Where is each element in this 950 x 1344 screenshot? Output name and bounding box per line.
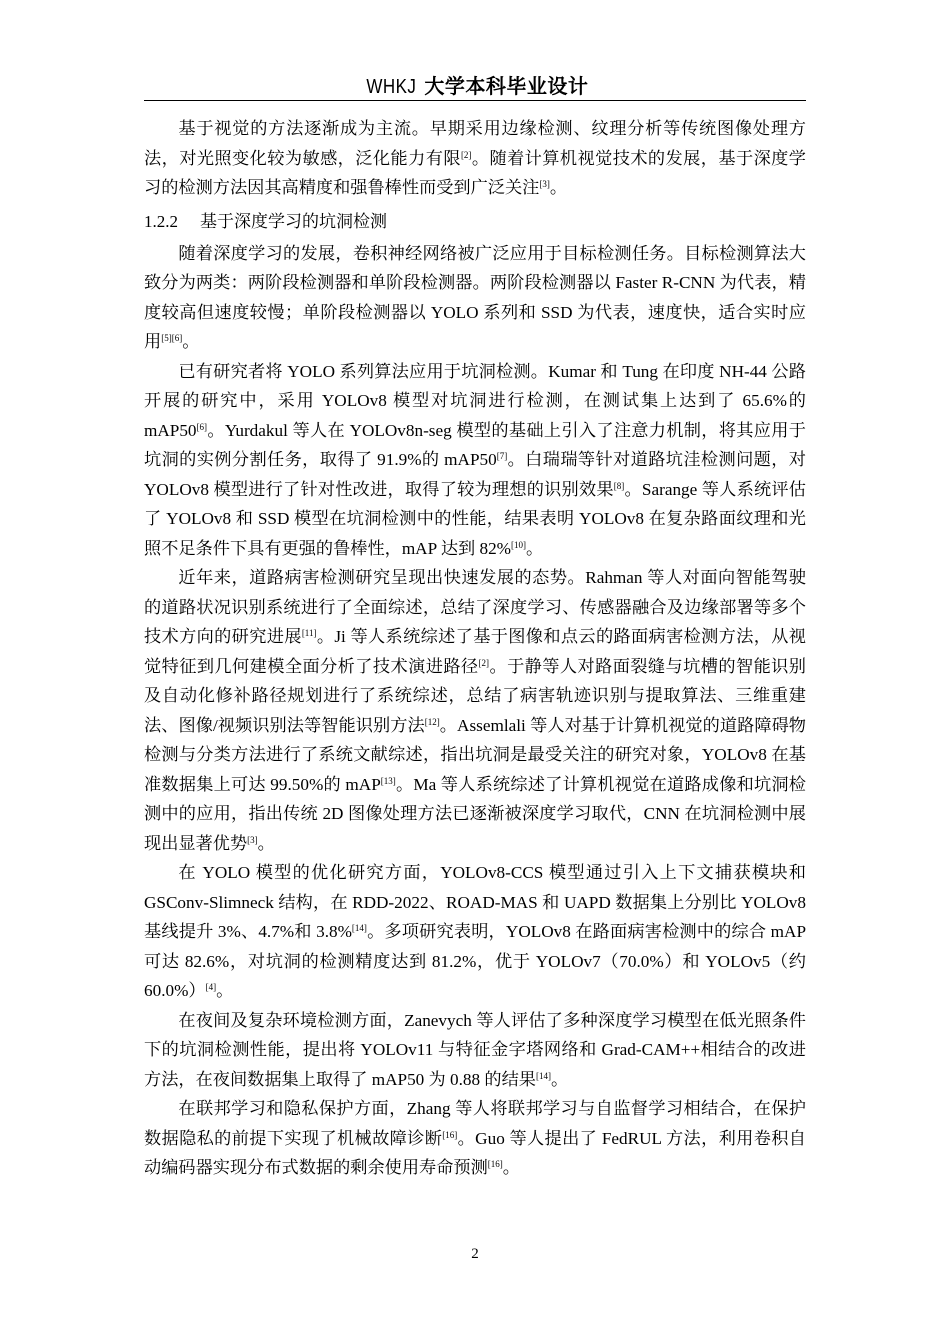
- text-run: 。Ma 等人系统综述了计算机视觉在道路成像和坑洞检测中的应用，指出传统 2D 图像处理方法已逐渐被深度学习取代，CNN 在坑洞检测中展现出显著优势: [144, 774, 806, 853]
- citation: [16]: [442, 1129, 458, 1140]
- citation: [3]: [539, 179, 550, 189]
- text-run: 基于视觉的方法逐渐成为主流。早期采用边缘检测、纹理分析等传统图像处理方法，对光照变化较为敏感，泛化能力有限: [144, 119, 806, 168]
- citation: [8]: [613, 480, 625, 491]
- text-run: 随着深度学习的发展，卷积神经网络被广泛应用于目标检测任务。目标检测算法大致分为两类：两阶段检测器和单阶段检测器。两阶段检测器以 Faster R-CNN 为代表，精度较高但速度较慢；单阶段检测器以 YOLO 系列和 SSD 为代表，速度快，适合实时应用: [144, 243, 806, 351]
- text-run: 。随着计算机视觉技术的发展，基于深度学习的检测方法因其高精度和强鲁棒性而受到广泛关注: [144, 148, 806, 197]
- header-rule: [144, 100, 806, 101]
- citation: [2]: [478, 657, 490, 668]
- citation: [5][6]: [161, 333, 183, 343]
- citation: [10]: [511, 539, 526, 550]
- text-run: 。Yurdakul 等人在 YOLOv8n-seg 模型的基础上引入了注意力机制，将其应用于坑洞的实例分割任务，取得了 91.9%的 mAP50: [144, 420, 806, 469]
- text-run: 。: [526, 538, 544, 558]
- paragraph-3: [144, 563, 806, 858]
- text-run: 已有研究者将 YOLO 系列算法应用于坑洞检测。Kumar 和 Tung 在印度 NH-44 公路开展的研究中，采用 YOLOv8 模型对坑洞进行检测，在测试集上达到了 65.6%的 mAP50: [144, 361, 806, 440]
- citation: [2]: [460, 149, 472, 160]
- text-run: 。多项研究表明，YOLOv8 在路面病害检测中的综合 mAP 可达 82.6%，对坑洞的检测精度达到 81.2%，优于 YOLOv7（70.0%）和 YOLOv5（约 60.0%）: [144, 922, 807, 1000]
- citation: [11]: [301, 628, 317, 638]
- text-run: 。: [182, 332, 200, 351]
- text-run: 。: [550, 1069, 569, 1089]
- text-run: 。于静等人对路面裂缝与坑槽的智能识别及自动化修补路径规划进行了系统综述，总结了病害轨迹识别与提取算法、三维重建法、图像/视频识别法等智能识别方法: [144, 656, 806, 735]
- citation: [3]: [247, 834, 258, 845]
- text-run: 。Ji 等人系统综述了基于图像和点云的路面病害检测方法，从视觉特征到几何建模全面分析了技术演进路径: [144, 627, 806, 676]
- section-heading: [144, 207, 806, 237]
- header-title: 大学本科毕业设计: [424, 74, 589, 98]
- citation: [7]: [496, 451, 508, 461]
- citation: [16]: [487, 1159, 503, 1169]
- text-run: 。Assemlali 等人对基于计算机视觉的道路障碍物检测与分类方法进行了系统文献综述，指出坑洞是最受关注的研究对象，YOLOv8 在基准数据集上可达 99.50%的 mAP: [144, 715, 806, 794]
- section-title: 基于深度学习的坑洞检测: [200, 211, 387, 232]
- citation: [6]: [196, 421, 208, 432]
- text-run: 。: [257, 833, 275, 853]
- citation: [13]: [380, 775, 396, 786]
- text-run: 。Sarange 等人系统评估了 YOLOv8 和 SSD 模型在坑洞检测中的性能，结果表明 YOLOv8 在复杂路面纹理和光照不足条件下具有更强的鲁棒性，mAP 达到 82%: [144, 479, 806, 558]
- text-run: 在夜间及复杂环境检测方面，Zanevych 等人评估了多种深度学习模型在低光照条件下的坑洞检测性能，提出将 YOLOv11 与特征金字塔网络和 Grad-CAM++相结合的改进方法，在夜间数据集上取得了 mAP50 为 0.88 的结果: [144, 1010, 806, 1089]
- text-run: 。白瑞瑞等针对道路坑洼检测问题，对 YOLOv8 模型进行了针对性改进，取得了较为理想的识别效果: [144, 450, 806, 499]
- paragraph-5: [144, 1006, 806, 1095]
- text-run: 。: [502, 1158, 520, 1177]
- citation: [14]: [351, 923, 367, 933]
- header-school-name: WHKJ: [366, 76, 416, 98]
- paragraph-6: [144, 1094, 806, 1183]
- text-run: 在联邦学习和隐私保护方面，Zhang 等人将联邦学习与自监督学习相结合，在保护数据隐私的前提下实现了机械故障诊断: [144, 1099, 806, 1148]
- citation: [4]: [205, 982, 217, 992]
- page-number: 2: [471, 1246, 479, 1262]
- text-run: 。Guo 等人提出了 FedRUL 方法，利用卷积自动编码器实现分布式数据的剩余使用寿命预测: [144, 1128, 806, 1177]
- page-body: [144, 114, 806, 1183]
- paragraph-1: [144, 239, 806, 357]
- intro-paragraph: [144, 114, 806, 203]
- citation: [12]: [424, 716, 440, 727]
- text-run: 。: [216, 981, 234, 1000]
- citation: [14]: [535, 1070, 551, 1081]
- paragraph-2: [144, 357, 806, 564]
- section-number: 1.2.2: [144, 211, 178, 231]
- text-run: 近年来，道路病害检测研究呈现出快速发展的态势。Rahman 等人对面向智能驾驶的道路状况识别系统进行了全面综述，总结了深度学习、传感器融合及边缘部署等多个技术方向的研究进展: [144, 568, 806, 646]
- text-run: 。: [549, 178, 568, 197]
- text-run: 在 YOLO 模型的优化研究方面，YOLOv8-CCS 模型通过引入上下文捕获模块和 GSConv-Slimneck 结构，在 RDD-2022、ROAD-MAS 和 UAPD 数据集上分别比 YOLOv8 基线提升 3%、4.7%和 3.8%: [144, 863, 806, 941]
- page-header: [144, 72, 806, 100]
- paragraph-4: [144, 858, 806, 1006]
